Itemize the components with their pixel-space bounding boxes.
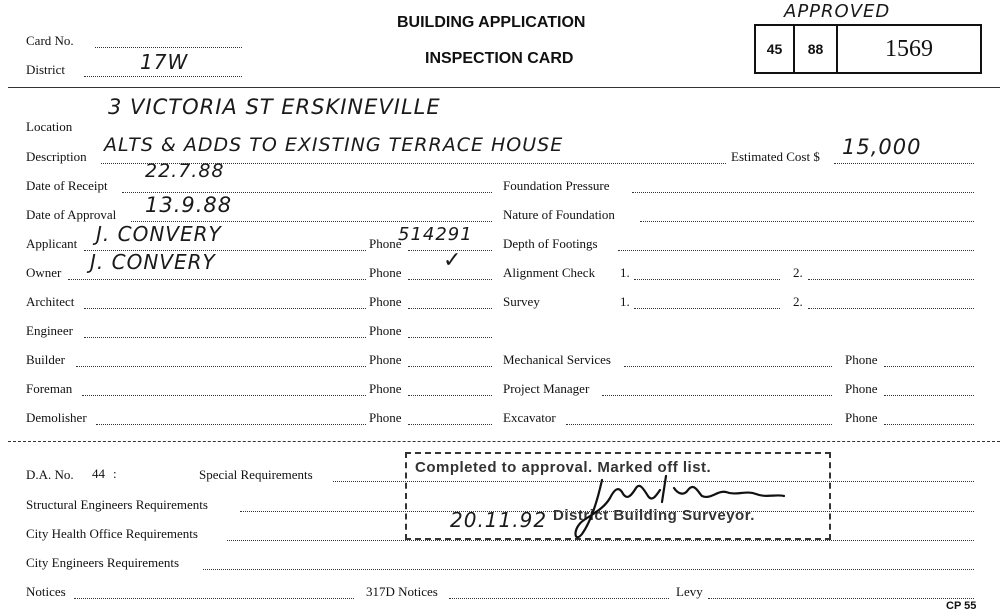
nature-foundation-label: Nature of Foundation bbox=[503, 207, 615, 222]
notices-label: Notices bbox=[26, 584, 66, 599]
architect-phone-line bbox=[408, 308, 492, 309]
notices-317d-label: 317D Notices bbox=[366, 584, 438, 599]
date-receipt-value: 22.7.88 bbox=[145, 160, 225, 182]
nature-foundation-line bbox=[640, 221, 974, 222]
mechanical-label: Mechanical Services bbox=[503, 352, 611, 367]
foreman-label: Foreman bbox=[26, 381, 73, 396]
mechanical-line bbox=[624, 366, 832, 367]
demolisher-label: Demolisher bbox=[26, 410, 87, 425]
estimated-cost-value: 15,000 bbox=[842, 135, 922, 159]
form-title-line1: BUILDING APPLICATION bbox=[397, 14, 586, 31]
estimated-cost-label: Estimated Cost $ bbox=[731, 149, 820, 164]
builder-phone-line bbox=[408, 366, 492, 367]
special-requirements-label: Special Requirements bbox=[199, 467, 313, 482]
health-req-label: City Health Office Requirements bbox=[26, 526, 198, 541]
mechanical-phone-label: Phone bbox=[845, 352, 878, 367]
district-label: District bbox=[26, 62, 65, 77]
card-no-label: Card No. bbox=[26, 33, 74, 48]
date-approval-value: 13.9.88 bbox=[145, 193, 233, 217]
levy-label: Levy bbox=[676, 584, 703, 599]
ref-box-b: 88 bbox=[795, 26, 838, 72]
owner-label: Owner bbox=[26, 265, 62, 280]
da-no-colon: : bbox=[113, 466, 117, 481]
foundation-pressure-label: Foundation Pressure bbox=[503, 178, 610, 193]
depth-footings-line bbox=[618, 250, 974, 251]
survey-num-2: 2. bbox=[793, 294, 803, 309]
foreman-line bbox=[82, 395, 366, 396]
approved-annotation: APPROVED bbox=[784, 1, 891, 22]
owner-phone-line bbox=[408, 279, 492, 280]
demolisher-phone-line bbox=[408, 424, 492, 425]
owner-line bbox=[68, 279, 366, 280]
alignment-line-2 bbox=[808, 279, 974, 280]
stamp-completed-text: Completed to approval. Marked off list. bbox=[415, 459, 712, 476]
demolisher-phone-label: Phone bbox=[369, 410, 402, 425]
section-divider bbox=[8, 441, 1000, 442]
survey-label: Survey bbox=[503, 294, 540, 309]
architect-phone-label: Phone bbox=[369, 294, 402, 309]
description-value: ALTS & ADDS TO EXISTING TERRACE HOUSE bbox=[104, 134, 564, 156]
demolisher-line bbox=[96, 424, 366, 425]
stamp-date: 20.11.92 bbox=[450, 508, 548, 532]
architect-label: Architect bbox=[26, 294, 75, 309]
ref-box-number: 1569 bbox=[885, 35, 933, 62]
survey-num-1: 1. bbox=[620, 294, 630, 309]
project-manager-label: Project Manager bbox=[503, 381, 590, 396]
city-eng-req-label: City Engineers Requirements bbox=[26, 555, 180, 570]
project-manager-line bbox=[602, 395, 832, 396]
estimated-cost-line bbox=[834, 163, 974, 164]
location-label: Location bbox=[26, 119, 73, 134]
da-no-label: D.A. No. bbox=[26, 467, 74, 482]
alignment-check-label: Alignment Check bbox=[503, 265, 596, 280]
owner-phone-check: ✓ bbox=[443, 248, 463, 273]
applicant-value: J. CONVERY bbox=[96, 222, 222, 246]
ref-box-a: 45 bbox=[756, 26, 795, 72]
mechanical-phone-line bbox=[884, 366, 974, 367]
applicant-phone-label: Phone bbox=[369, 236, 402, 251]
da-no-value: 44 bbox=[92, 466, 105, 481]
stamp-surveyor-text: District Building Surveyor. bbox=[553, 507, 755, 524]
excavator-phone-line bbox=[884, 424, 974, 425]
alignment-num-2: 2. bbox=[793, 265, 803, 280]
foundation-pressure-line bbox=[632, 192, 974, 193]
structural-req-label: Structural Engineers Requirements bbox=[26, 497, 208, 512]
owner-value: J. CONVERY bbox=[90, 250, 216, 274]
city-eng-req-line bbox=[203, 569, 974, 570]
reference-box bbox=[754, 24, 982, 74]
district-value: 17W bbox=[140, 50, 189, 74]
engineer-phone-line bbox=[408, 337, 492, 338]
builder-label: Builder bbox=[26, 352, 65, 367]
alignment-num-1: 1. bbox=[620, 265, 630, 280]
project-manager-phone-line bbox=[884, 395, 974, 396]
builder-line bbox=[76, 366, 366, 367]
date-approval-label: Date of Approval bbox=[26, 207, 117, 222]
project-manager-phone-label: Phone bbox=[845, 381, 878, 396]
surveyor-signature bbox=[570, 468, 810, 548]
applicant-phone-value: 514291 bbox=[398, 224, 473, 245]
notices-line bbox=[74, 598, 354, 599]
form-title-line2: INSPECTION CARD bbox=[425, 50, 574, 67]
survey-line-2 bbox=[808, 308, 974, 309]
foreman-phone-label: Phone bbox=[369, 381, 402, 396]
description-label: Description bbox=[26, 149, 87, 164]
builder-phone-label: Phone bbox=[369, 352, 402, 367]
engineer-phone-label: Phone bbox=[369, 323, 402, 338]
engineer-label: Engineer bbox=[26, 323, 73, 338]
date-receipt-label: Date of Receipt bbox=[26, 178, 108, 193]
header-divider bbox=[8, 87, 1000, 88]
architect-line bbox=[84, 308, 366, 309]
alignment-line-1 bbox=[634, 279, 780, 280]
depth-footings-label: Depth of Footings bbox=[503, 236, 598, 251]
engineer-line bbox=[84, 337, 366, 338]
notices-317d-line bbox=[449, 598, 669, 599]
form-code: CP 55 bbox=[946, 600, 977, 612]
excavator-label: Excavator bbox=[503, 410, 556, 425]
excavator-phone-label: Phone bbox=[845, 410, 878, 425]
levy-line bbox=[708, 598, 974, 599]
applicant-label: Applicant bbox=[26, 236, 78, 251]
location-value: 3 VICTORIA ST ERSKINEVILLE bbox=[108, 95, 441, 119]
district-line bbox=[84, 76, 242, 77]
survey-line-1 bbox=[634, 308, 780, 309]
excavator-line bbox=[566, 424, 832, 425]
foreman-phone-line bbox=[408, 395, 492, 396]
card-no-line bbox=[95, 47, 242, 48]
owner-phone-label: Phone bbox=[369, 265, 402, 280]
